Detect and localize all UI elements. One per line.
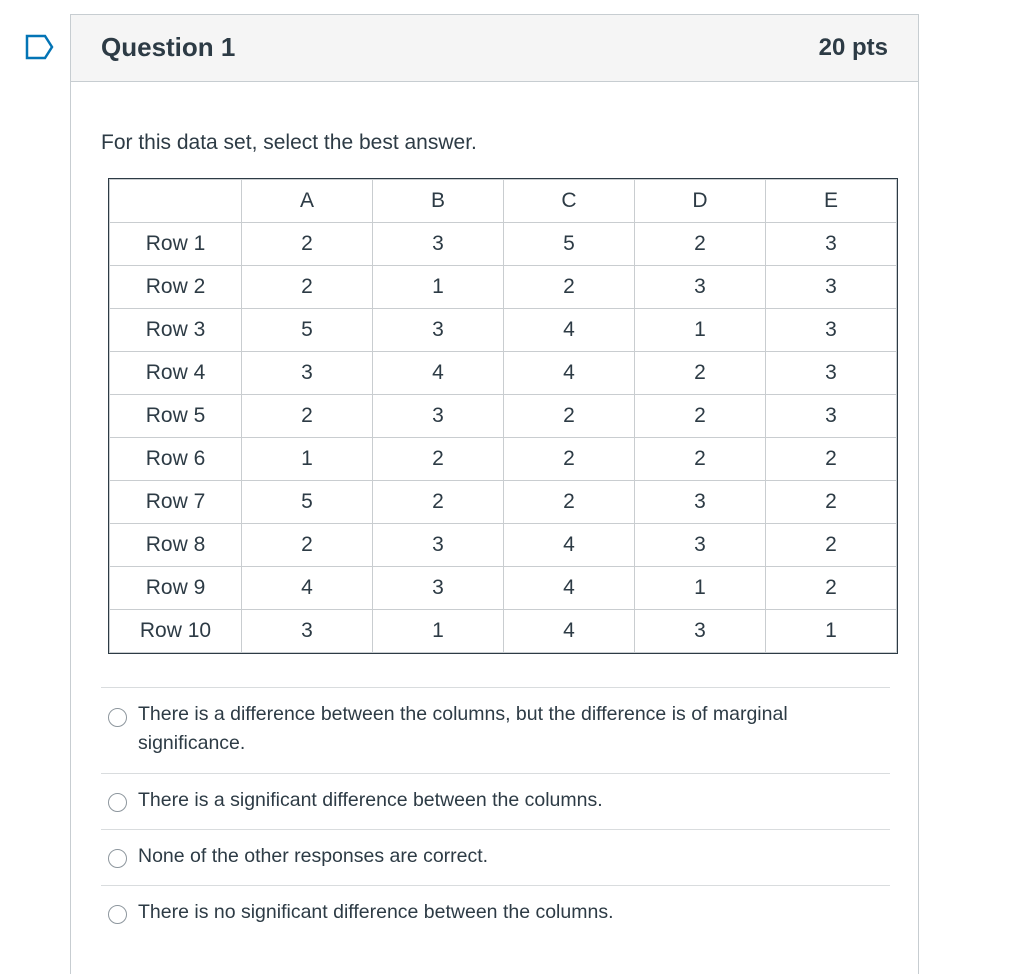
table-cell: 4: [504, 524, 635, 567]
table-cell: 1: [635, 567, 766, 610]
question-card: [70, 14, 919, 974]
answer-option[interactable]: [101, 687, 890, 773]
answer-label[interactable]: There is a significant difference between the columns.: [138, 789, 603, 811]
column-header: E: [766, 180, 897, 223]
table-cell: 3: [635, 266, 766, 309]
column-header: A: [242, 180, 373, 223]
table-cell: 2: [766, 567, 897, 610]
answer-option[interactable]: [101, 773, 890, 829]
radio-button[interactable]: [108, 849, 127, 868]
table-cell: 5: [242, 309, 373, 352]
table-cell: 2: [242, 395, 373, 438]
table-row: [110, 352, 897, 395]
answer-list: [101, 687, 890, 946]
table-cell: 5: [242, 481, 373, 524]
table-cell: 4: [504, 309, 635, 352]
table-cell: 4: [242, 567, 373, 610]
table-cell: 3: [373, 223, 504, 266]
row-label: Row 3: [110, 309, 242, 352]
data-table: [109, 179, 897, 653]
table-cell: 3: [766, 309, 897, 352]
table-cell: 2: [766, 438, 897, 481]
table-cell: 4: [504, 567, 635, 610]
table-cell: 2: [504, 438, 635, 481]
answer-option[interactable]: [101, 829, 890, 885]
row-label: Row 5: [110, 395, 242, 438]
table-cell: 3: [766, 352, 897, 395]
table-cell: 2: [242, 223, 373, 266]
table-cell: 2: [635, 352, 766, 395]
answer-option[interactable]: [101, 885, 890, 946]
table-row: [110, 438, 897, 481]
table-cell: 1: [766, 610, 897, 653]
table-cell: 2: [373, 481, 504, 524]
question-prompt: For this data set, select the best answer.: [101, 131, 477, 154]
table-cell: 2: [504, 266, 635, 309]
table-cell: 2: [242, 266, 373, 309]
table-cell: 2: [504, 481, 635, 524]
radio-button[interactable]: [108, 793, 127, 812]
table-cell: 1: [373, 610, 504, 653]
answer-label[interactable]: There is no significant difference between the columns.: [138, 901, 614, 923]
table-cell: 2: [242, 524, 373, 567]
column-header: C: [504, 180, 635, 223]
table-row: [110, 481, 897, 524]
table-cell: 5: [504, 223, 635, 266]
bookmark-flag-icon[interactable]: [25, 34, 55, 60]
column-header: D: [635, 180, 766, 223]
row-label: Row 10: [110, 610, 242, 653]
table-cell: 2: [766, 481, 897, 524]
table-cell: 1: [373, 266, 504, 309]
table-row: [110, 567, 897, 610]
row-label: Row 8: [110, 524, 242, 567]
table-cell: 2: [504, 395, 635, 438]
radio-button[interactable]: [108, 905, 127, 924]
table-cell: 2: [635, 395, 766, 438]
table-cell: 3: [373, 395, 504, 438]
table-row: [110, 524, 897, 567]
column-header: B: [373, 180, 504, 223]
column-header: [110, 180, 242, 223]
row-label: Row 9: [110, 567, 242, 610]
row-label: Row 4: [110, 352, 242, 395]
table-cell: 2: [635, 223, 766, 266]
question-points: 20 pts: [818, 34, 888, 61]
table-cell: 3: [373, 309, 504, 352]
table-cell: 2: [635, 438, 766, 481]
table-cell: 3: [635, 610, 766, 653]
table-row: [110, 266, 897, 309]
table-cell: 1: [242, 438, 373, 481]
question-title: Question 1: [101, 32, 236, 62]
table-row: [110, 610, 897, 653]
table-cell: 3: [635, 524, 766, 567]
answer-label[interactable]: There is a difference between the columns, but the difference is of marginal significance.: [138, 703, 788, 754]
table-cell: 2: [373, 438, 504, 481]
table-cell: 3: [242, 610, 373, 653]
table-row: [110, 395, 897, 438]
table-cell: 3: [635, 481, 766, 524]
table-cell: 3: [373, 567, 504, 610]
table-cell: 4: [373, 352, 504, 395]
answer-label[interactable]: None of the other responses are correct.: [138, 845, 489, 867]
row-label: Row 1: [110, 223, 242, 266]
table-cell: 4: [504, 610, 635, 653]
table-cell: 3: [766, 266, 897, 309]
table-header-row: [110, 180, 897, 223]
radio-button[interactable]: [108, 708, 127, 727]
table-cell: 3: [373, 524, 504, 567]
row-label: Row 2: [110, 266, 242, 309]
row-label: Row 6: [110, 438, 242, 481]
table-row: [110, 309, 897, 352]
row-label: Row 7: [110, 481, 242, 524]
table-cell: 3: [242, 352, 373, 395]
table-cell: 3: [766, 223, 897, 266]
table-cell: 4: [504, 352, 635, 395]
question-header: [71, 15, 918, 82]
table-cell: 1: [635, 309, 766, 352]
table-cell: 2: [766, 524, 897, 567]
table-row: [110, 223, 897, 266]
table-cell: 3: [766, 395, 897, 438]
